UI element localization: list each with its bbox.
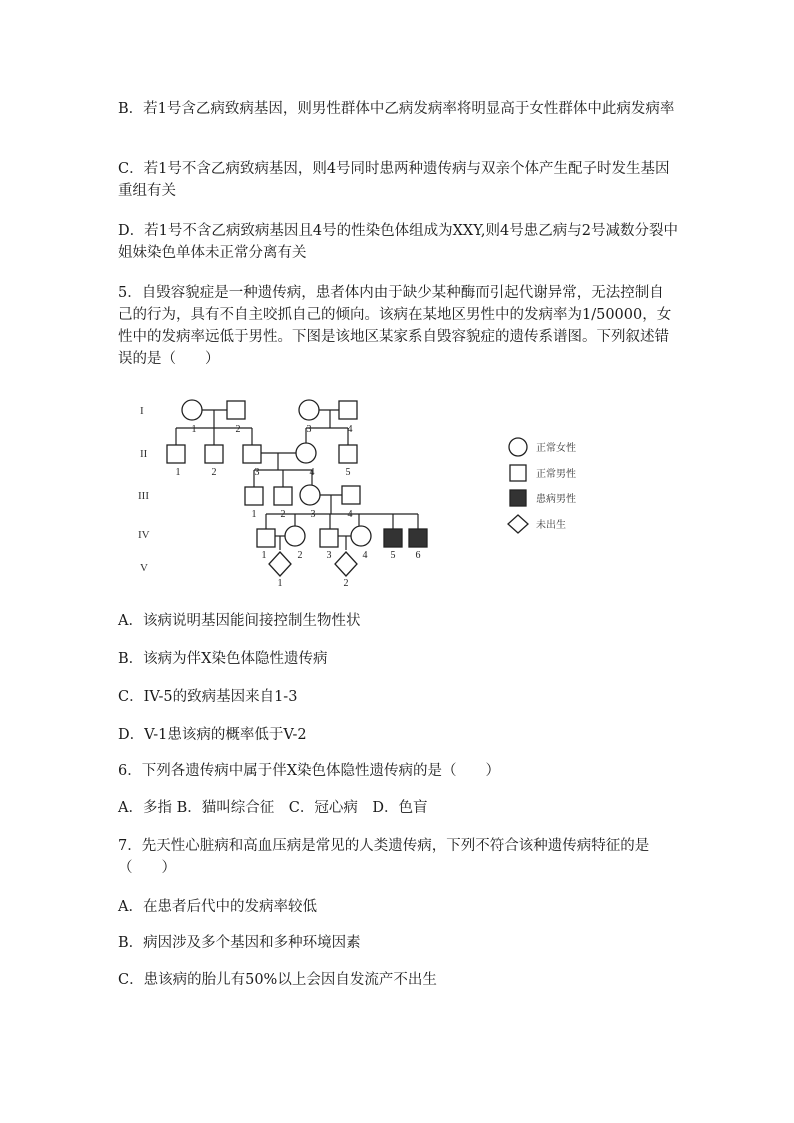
gen-label-IV: IV [138,529,150,541]
num-V-1: 1 [277,578,283,588]
num-II-4: 4 [309,467,315,478]
num-IV-5: 5 [390,550,396,561]
num-I-4: 4 [347,424,353,435]
gen-label-I: I [140,405,144,417]
q5-option-a: A．该病说明基因能间接控制生物性状 [118,613,361,629]
q5-option-b: B．该病为伴X染色体隐性遗传病 [118,651,328,667]
gen-label-II: II [140,448,148,460]
num-III-1: 1 [251,509,257,520]
num-II-3: 3 [254,467,260,478]
q7-option-b: B．病因涉及多个基因和多种环境因素 [118,935,361,951]
pedigree-chart [118,388,678,588]
num-II-1: 1 [175,467,181,478]
legend-normal-male: 正常男性 [536,469,576,480]
q4-option-b: B．若1号含乙病致病基因，则男性群体中乙病发病率将明显高于女性群体中此病发病率 [118,101,675,117]
gen-label-III: III [138,490,149,502]
num-III-3: 3 [310,509,316,520]
num-I-2: 2 [235,424,241,435]
gen-label-V: V [140,562,148,574]
q4-option-c: C．若1号不含乙病致病基因，则4号同时患两种遗传病与双亲个体产生配子时发生基因重组有关 [118,161,670,199]
question-5: 5．自毁容貌症是一种遗传病，患者体内由于缺少某种酶而引起代谢异常，无法控制自己的行为，具有不自主咬抓自己的倾向。该病在某地区男性中的发病率为1/50000，女性中的发病率远低于男性。下图是该地区某家系自毁容貌症的遗传系谱图。下列叙述错误的是（ ） [118,285,672,367]
question-7: 7．先天性心脏病和高血压病是常见的人类遗传病，下列不符合该种遗传病特征的是（ ） [118,838,650,876]
num-IV-1: 1 [261,550,267,561]
num-IV-6: 6 [415,550,421,561]
num-IV-4: 4 [362,550,368,561]
legend-normal-female: 正常女性 [536,443,576,454]
q7-option-c: C．患该病的胎儿有50%以上会因自发流产不出生 [118,972,437,988]
num-II-2: 2 [211,467,217,478]
num-IV-3: 3 [326,550,332,561]
num-V-2: 2 [343,578,349,588]
q6-options: A．多指 B．猫叫综合征 C．冠心病 D．色盲 [118,800,428,816]
q5-option-c: C．IV-5的致病基因来自1-3 [118,689,298,705]
num-IV-2: 2 [297,550,303,561]
num-I-1: 1 [191,424,197,435]
legend-affected-male: 患病男性 [536,494,576,505]
question-6: 6．下列各遗传病中属于伴X染色体隐性遗传病的是（ ） [118,763,501,779]
num-II-5: 5 [345,467,351,478]
q4-option-d: D．若1号不含乙病致病基因且4号的性染色体组成为XXY,则4号患乙病与2号减数分裂中姐妹染色单体未正常分离有关 [118,223,678,261]
q7-option-a: A．在患者后代中的发病率较低 [118,899,317,915]
num-I-3: 3 [306,424,312,435]
num-III-4: 4 [347,509,353,520]
num-III-2: 2 [280,509,286,520]
legend-unborn: 未出生 [536,520,566,531]
q5-option-d: D．V-1患该病的概率低于V-2 [118,727,307,743]
